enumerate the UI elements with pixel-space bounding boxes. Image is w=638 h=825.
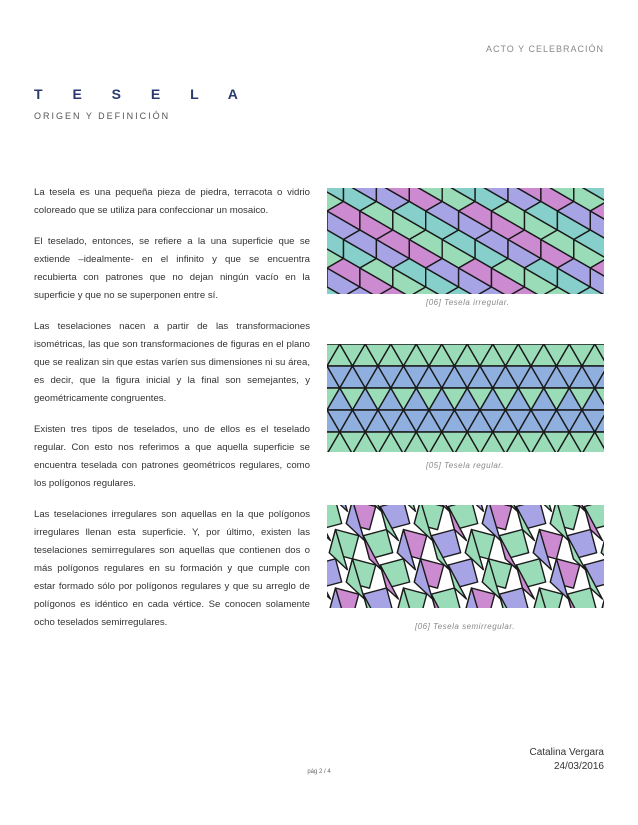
regular-tiling-image <box>327 344 604 452</box>
page-title: T E S E L A <box>34 86 251 102</box>
paragraph: Las teselaciones nacen a partir de las transformaciones isométricas, las que son transformaciones de figuras en el plano que se realizan sin que estas varíen sus dimensiones ni su área, es decir, que la figura inicial y la final son semejantes, y geométricamente congruentes. <box>34 321 310 404</box>
figure-semiregular-tiling <box>327 505 604 608</box>
paragraph: Existen tres tipos de teselados, uno de ellos es el teselado regular. Con esto nos referimos a que aquella superficie se encuentra teselada con patrones geométricos regulares, como los polígonos regulares. <box>34 424 310 489</box>
figure-irregular-tiling <box>327 188 604 294</box>
figure-regular-tiling <box>327 344 604 452</box>
paragraph: Las teselaciones irregulares son aquellas en la que polígonos irregulares llenan esta superficie. Y, por último, existen las teselaciones semirregulares son aquellas que contienen dos o más polígonos regulares en su formación y que cumple con estar formado sólo por polígonos regulares y que su arreglo de polígonos es idéntico en cada vértice. Se conocen solamente ocho teselados semirregulares. <box>34 509 310 628</box>
page-subtitle: ORIGEN Y DEFINICIÓN <box>34 111 171 121</box>
figure-caption: [06] Tesela semirregular. <box>415 622 515 631</box>
page-number: pág 2 / 4 <box>307 769 331 775</box>
author-date: 24/03/2016 <box>553 761 604 772</box>
body-text <box>34 184 310 645</box>
semiregular-tiling-image <box>327 505 604 608</box>
irregular-tiling-image <box>327 188 604 294</box>
paragraph: El teselado, entonces, se refiere a la una superficie que se extiende –idealmente- en el infinito y que se encuentra recubierta con patrones que no dejan ningún vacío en la superficie y que no se superponen entre sí. <box>34 236 310 301</box>
section-header: ACTO Y CELEBRACIÓN <box>485 44 604 54</box>
square-tile <box>327 505 342 530</box>
paragraph: La tesela es una pequeña pieza de piedra, terracota o vidrio coloreado que se utiliza para confeccionar un mosaico. <box>34 187 310 216</box>
author-name: Catalina Vergara <box>529 747 604 758</box>
figure-caption: [05] Tesela regular. <box>426 461 504 470</box>
figure-caption: [06] Tesela irregular. <box>426 298 510 307</box>
